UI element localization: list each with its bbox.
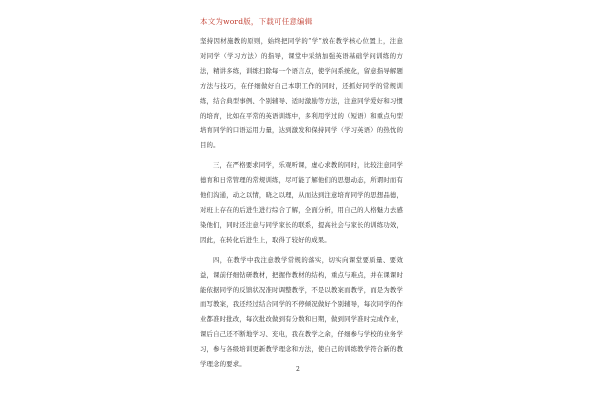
body-text (200, 34, 403, 377)
header-note: 本文为word版，下载可任意编辑 (200, 17, 313, 26)
paragraph-3: 四，在教学中我注意教学常规的落实，切实向课堂要质量、要效益，课前仔细钻研教材，把握作教材的结构，重点与难点，并在课课时能依据同学的反馈状况准时调整教学，不是以教案而教学，而是为教学而写教案，我还经过结合同学的不停倾况做好个别辅导，每次同学的作业都准时批改，每次批改做到有分数和日期，做到同学准时完成作业，课后自己还不断地学习、充电，我在教学之余，仔细参与学校的业务学习，参与各级培训更新教学理念和方法，使自己的训练教学符合新的教学理念的要求。 (200, 255, 403, 369)
page-number: 2 (296, 366, 300, 373)
paragraph-1: 坚持因材施教的原则，始终把同学的“学”放在教学核心位置上，注意对同学（学习方法）的指导，课堂中采纳加强英语基础学问训练的方法，精讲多练，训练扫除每一个语言点，使学问系统化，留意指导解题方法与技巧，在仔细做好自己本职工作的同时，还抓好同学的常规训练，结合典型事例、个别辅导、适时激励等方法，注意同学爱好和习惯的培育，比如在平常的英语训练中，多利用学过的（短语）和重点句型培育同学的口语运用力量，达到激发和保持同学（学习英语）的热忱的目的。 (200, 37, 403, 150)
paragraph-2: 三，在严格要求同学，乐观听课，虚心求教的同时，比较注意同学德育和日常管理的常规训练，尽可能了解他们的思想动态，所谓时而有他们沟通，动之以情，晓之以理，从而达到注意培育同学的思想品德，对班上存在的后进生进行综合了解，全面分析，用自己的人格魅力去感染他们，同时还注意与同学家长的联系，提高社会与家长的训练功效，因此，在转化后进生上，取得了较好的成果。 (200, 161, 403, 244)
